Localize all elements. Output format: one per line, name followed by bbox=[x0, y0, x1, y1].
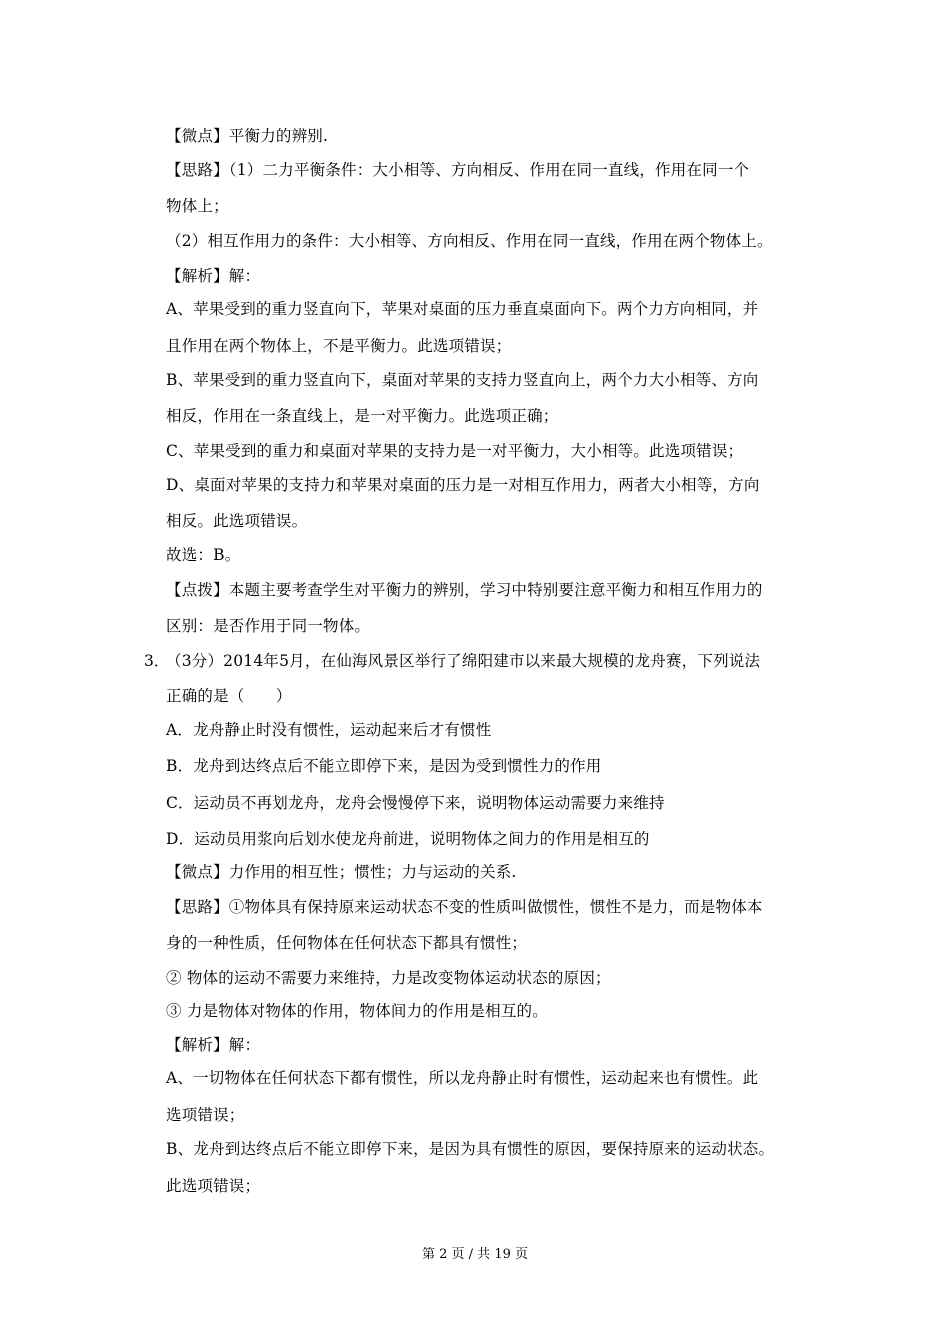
silu-point-3: ③ 力是物体对物体的作用，物体间力的作用是相互的。 bbox=[166, 1002, 548, 1020]
dianbo-line: 【点拨】本题主要考查学生对平衡力的辨别，学习中特别要注意平衡力和相互作用力的 bbox=[166, 581, 763, 599]
analysis-b-line-continued: 相反，作用在一条直线上，是一对平衡力。此选项正确； bbox=[166, 407, 559, 425]
analysis-d-line-continued: 相反。此选项错误。 bbox=[166, 512, 308, 530]
question-stem-continued: 正确的是（ ） bbox=[166, 687, 292, 705]
analysis-b-line: B、龙舟到达终点后不能立即停下来，是因为具有惯性的原因，要保持原来的运动状态。 bbox=[166, 1140, 775, 1158]
analysis-a-line-continued: 选项错误； bbox=[166, 1106, 245, 1124]
jiexi-heading: 【解析】解： bbox=[166, 267, 261, 285]
jiexi-heading: 【解析】解： bbox=[166, 1036, 261, 1054]
silu-line: （2）相互作用力的条件：大小相等、方向相反、作用在同一直线，作用在两个物体上。 bbox=[166, 232, 773, 250]
silu-line: 【思路】①物体具有保持原来运动状态不变的性质叫做惯性，惯性不是力，而是物体本 bbox=[166, 898, 763, 916]
silu-point-2: ② 物体的运动不需要力来维持，力是改变物体运动状态的原因； bbox=[166, 969, 611, 987]
analysis-a-line-continued: 且作用在两个物体上，不是平衡力。此选项错误； bbox=[166, 337, 512, 355]
option-a: A．龙舟静止时没有惯性，运动起来后才有惯性 bbox=[166, 721, 492, 739]
question-number: 3． bbox=[144, 652, 170, 670]
weidian-line: 【微点】力作用的相互性；惯性；力与运动的关系. bbox=[166, 863, 517, 881]
answer-line: 故选：B。 bbox=[166, 546, 241, 564]
analysis-b-line: B、苹果受到的重力竖直向下，桌面对苹果的支持力竖直向上，两个力大小相等、方向 bbox=[166, 371, 759, 389]
option-d: D．运动员用浆向后划水使龙舟前进，说明物体之间力的作用是相互的 bbox=[166, 830, 650, 848]
silu-line: 【思路】（1）二力平衡条件：大小相等、方向相反、作用在同一直线，作用在同一个 bbox=[166, 161, 750, 179]
analysis-b-line-continued: 此选项错误； bbox=[166, 1177, 261, 1195]
silu-line-continued: 物体上； bbox=[166, 197, 229, 215]
weidian-line: 【微点】平衡力的辨别. bbox=[166, 127, 329, 145]
analysis-d-line: D、桌面对苹果的支持力和苹果对桌面的压力是一对相互作用力，两者大小相等，方向 bbox=[166, 476, 760, 494]
analysis-a-line: A、一切物体在任何状态下都有惯性，所以龙舟静止时有惯性，运动起来也有惯性。此 bbox=[166, 1069, 759, 1087]
analysis-c-line: C、苹果受到的重力和桌面对苹果的支持力是一对平衡力，大小相等。此选项错误； bbox=[166, 442, 744, 460]
dianbo-line-continued: 区别：是否作用于同一物体。 bbox=[166, 617, 371, 635]
option-b: B．龙舟到达终点后不能立即停下来，是因为受到惯性力的作用 bbox=[166, 757, 602, 775]
analysis-a-line: A、苹果受到的重力竖直向下，苹果对桌面的压力垂直桌面向下。两个力方向相同，并 bbox=[166, 300, 759, 318]
silu-line-continued: 身的一种性质，任何物体在任何状态下都具有惯性； bbox=[166, 934, 528, 952]
page-footer: 第 2 页 / 共 19 页 bbox=[422, 1247, 528, 1262]
question-stem: （3分）2014年5月，在仙海风景区举行了绵阳建市以来最大规模的龙舟赛，下列说法 bbox=[166, 652, 761, 670]
option-c: C．运动员不再划龙舟，龙舟会慢慢停下来，说明物体运动需要力来维持 bbox=[166, 794, 665, 812]
